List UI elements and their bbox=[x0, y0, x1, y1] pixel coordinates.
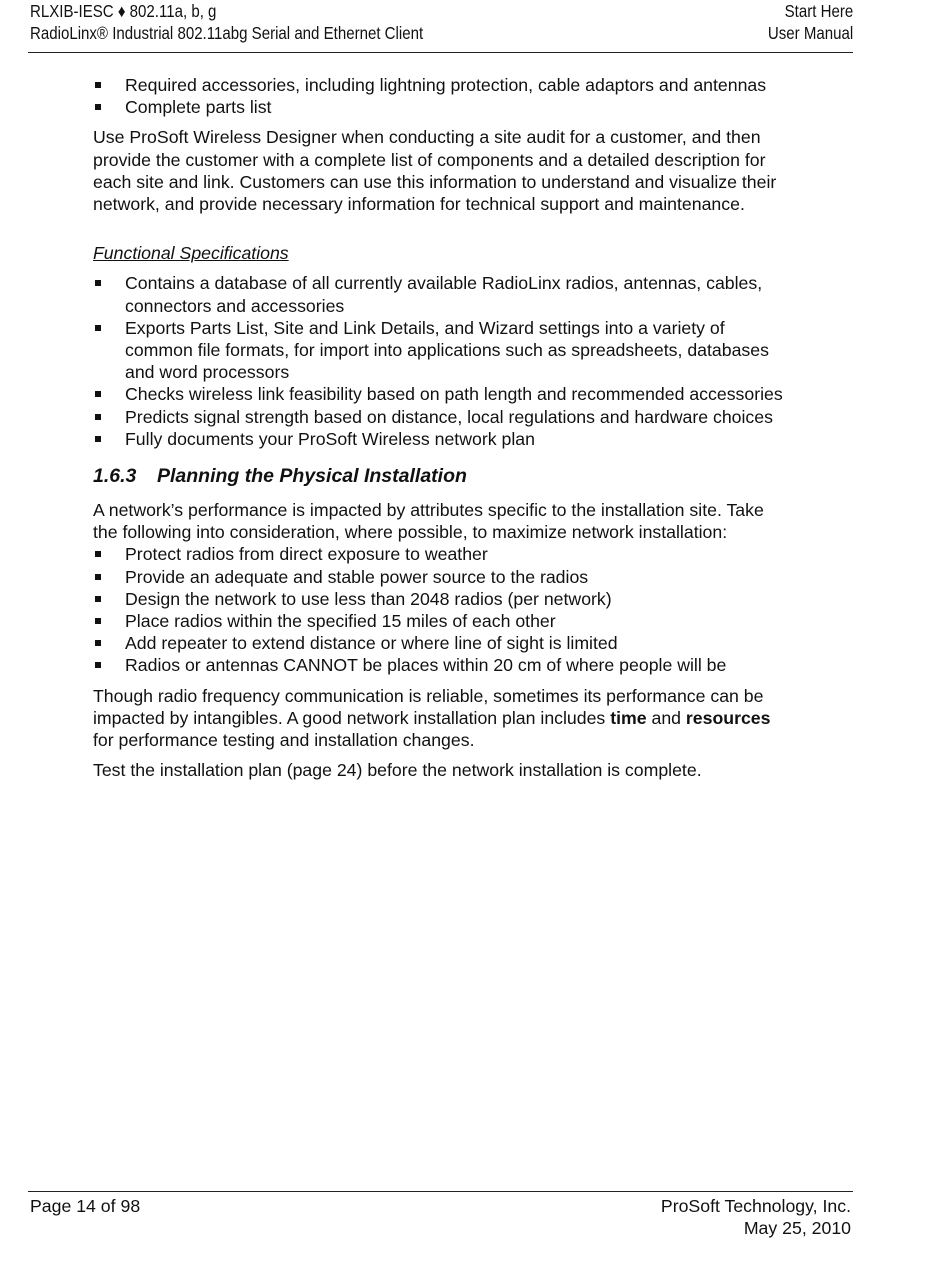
square-bullet-icon bbox=[95, 436, 101, 442]
intro-bullet-list bbox=[93, 74, 793, 118]
square-bullet-icon bbox=[95, 618, 101, 624]
square-bullet-icon bbox=[95, 574, 101, 580]
functional-specs-list bbox=[93, 272, 793, 450]
list-item: Complete parts list bbox=[93, 96, 793, 118]
header-right bbox=[768, 0, 853, 44]
header-left bbox=[30, 0, 423, 44]
list-item: Radios or antennas CANNOT be places within 20 cm of where people will be bbox=[93, 654, 793, 676]
footer-date: May 25, 2010 bbox=[743, 1218, 851, 1238]
header-product-code: RLXIB-IESC ♦ 802.11a, b, g bbox=[30, 1, 217, 21]
test-plan-paragraph: Test the installation plan (page 24) before the network installation is complete. bbox=[93, 760, 702, 781]
list-item: Add repeater to extend distance or where line of sight is limited bbox=[93, 632, 793, 654]
section-intro-paragraph: A network’s performance is impacted by attributes specific to the installation site. Take the following into consideration, where possible, to maximize network installation: bbox=[93, 500, 764, 543]
list-item: Protect radios from direct exposure to weather bbox=[93, 543, 793, 565]
square-bullet-icon bbox=[95, 551, 101, 557]
emphasis-time: time bbox=[610, 707, 647, 728]
header-doc-type: User Manual bbox=[767, 23, 853, 43]
square-bullet-icon bbox=[95, 391, 101, 397]
square-bullet-icon bbox=[95, 104, 101, 110]
section-heading bbox=[93, 463, 793, 489]
page-content bbox=[93, 74, 793, 781]
square-bullet-icon bbox=[95, 82, 101, 88]
header-product-name: RadioLinx® Industrial 802.11abg Serial and Ethernet Client bbox=[30, 23, 424, 43]
footer-page-number: Page 14 of 98 bbox=[30, 1196, 141, 1216]
header-divider bbox=[28, 52, 853, 53]
list-item: Place radios within the specified 15 miles of each other bbox=[93, 610, 793, 632]
list-item: Fully documents your ProSoft Wireless network plan bbox=[93, 428, 793, 450]
installation-considerations-list bbox=[93, 543, 793, 676]
section-number: 1.6.3 bbox=[93, 465, 137, 488]
square-bullet-icon bbox=[95, 640, 101, 646]
performance-paragraph: Though radio frequency communication is reliable, sometimes its performance can be impacted by intangibles. A good network installation plan includes time and resources for performance testing and installation changes. bbox=[93, 685, 771, 751]
list-item: Provide an adequate and stable power source to the radios bbox=[93, 566, 793, 588]
square-bullet-icon bbox=[95, 280, 101, 286]
list-item: Required accessories, including lightning protection, cable adaptors and antennas bbox=[93, 74, 793, 96]
square-bullet-icon bbox=[95, 596, 101, 602]
square-bullet-icon bbox=[95, 414, 101, 420]
list-item: Contains a database of all currently available RadioLinx radios, antennas, cables, connectors and accessories bbox=[93, 272, 793, 316]
footer-company: ProSoft Technology, Inc. bbox=[660, 1196, 851, 1216]
footer-right bbox=[661, 1195, 851, 1239]
square-bullet-icon bbox=[95, 325, 101, 331]
list-item: Design the network to use less than 2048 radios (per network) bbox=[93, 588, 793, 610]
list-item: Checks wireless link feasibility based on path length and recommended accessories bbox=[93, 383, 793, 405]
list-item: Predicts signal strength based on distance, local regulations and hardware choices bbox=[93, 406, 793, 428]
intro-paragraph: Use ProSoft Wireless Designer when conducting a site audit for a customer, and then provide the customer with a complete list of components and a detailed description for each site and link. Customers can use this information to understand and visualize their network, and provide necessary information for technical support and maintenance. bbox=[93, 127, 777, 215]
section-title: Planning the Physical Installation bbox=[157, 465, 467, 488]
list-item: Exports Parts List, Site and Link Details, and Wizard settings into a variety of common file formats, for import into applications such as spreadsheets, databases and word processors bbox=[93, 317, 793, 384]
square-bullet-icon bbox=[95, 662, 101, 668]
functional-specs-title: Functional Specifications bbox=[93, 243, 289, 264]
emphasis-resources: resources bbox=[685, 707, 771, 728]
header-chapter: Start Here bbox=[784, 1, 853, 21]
footer-divider bbox=[28, 1191, 853, 1192]
